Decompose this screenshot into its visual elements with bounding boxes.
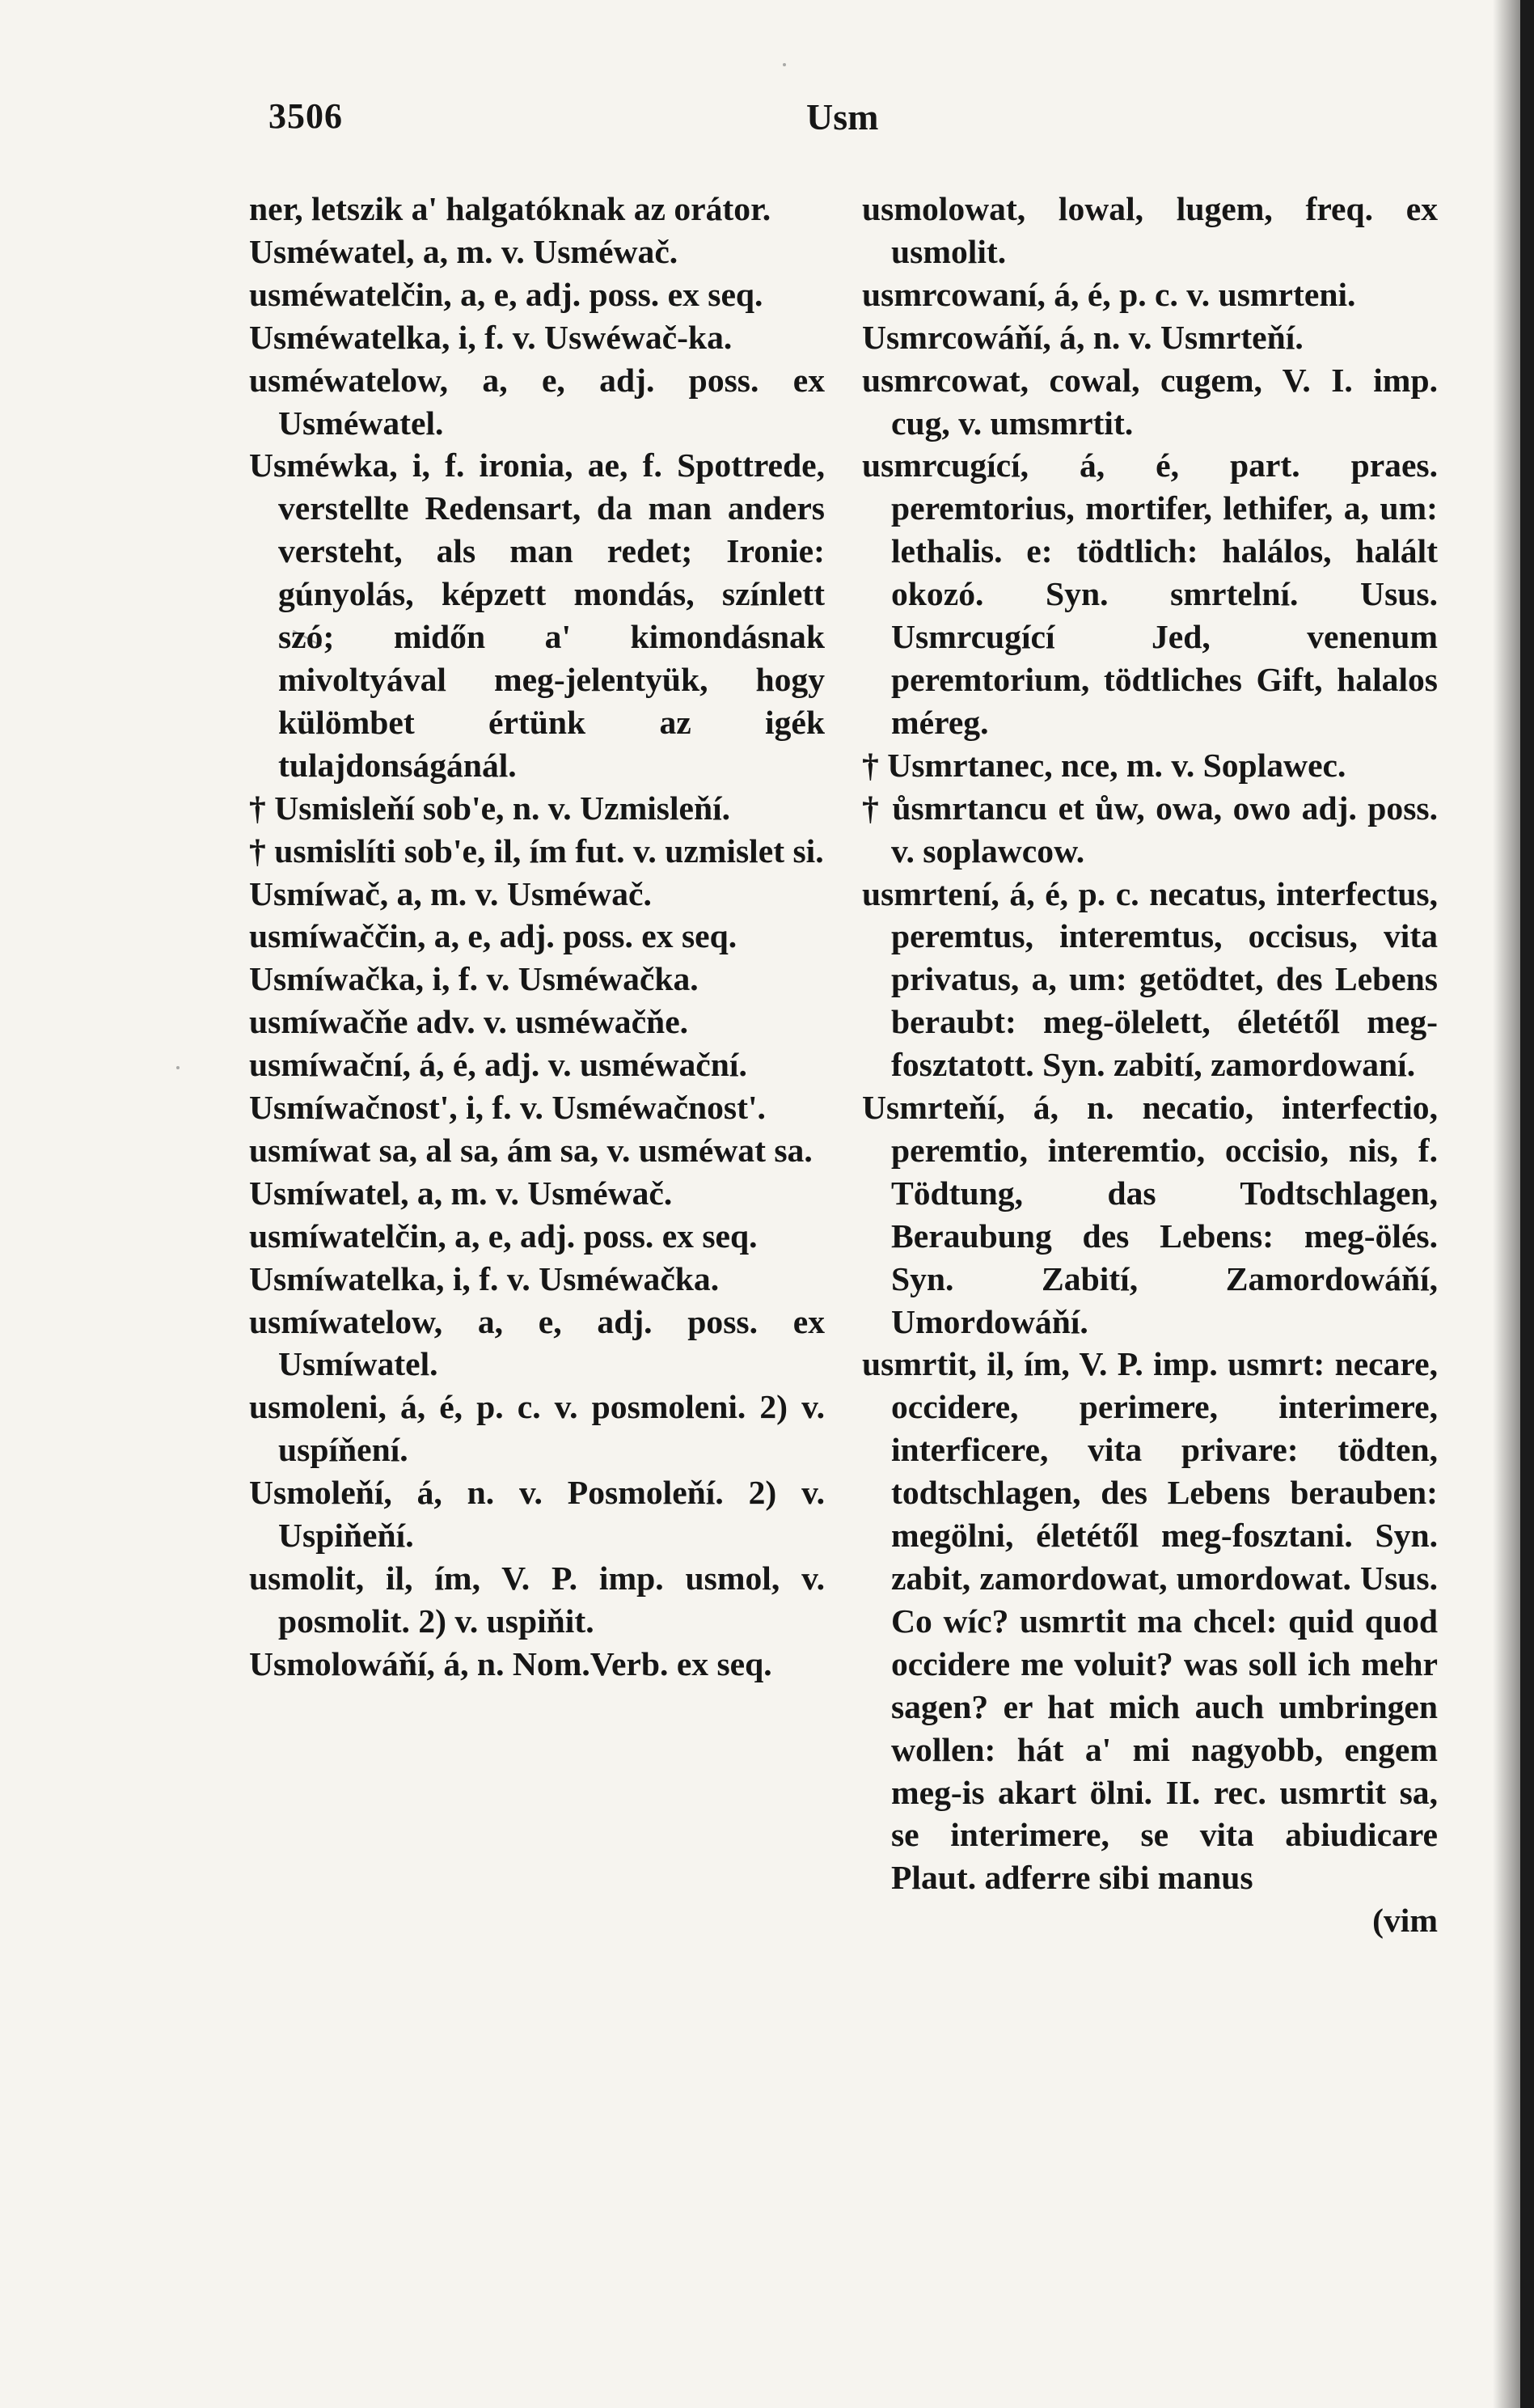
dictionary-entry: Usmolowáňí, á, n. Nom.Verb. ex seq. bbox=[249, 1644, 772, 1682]
dictionary-entry: † ůsmrtancu et ůw, owa, owo adj. poss. v. soplawcow. bbox=[862, 789, 1438, 870]
dictionary-entry: usmrcowaní, á, é, p. c. v. usmrteni. bbox=[862, 275, 1356, 313]
dictionary-entry: Usmoleňí, á, n. v. Posmoleňí. 2) v. Uspiňeňí. bbox=[249, 1474, 825, 1555]
dictionary-entry: usmíwatelčin, a, e, adj. poss. ex seq. bbox=[249, 1217, 758, 1255]
page-header bbox=[268, 95, 1428, 152]
dictionary-entry: usméwatelow, a, e, adj. poss. ex Usméwatel. bbox=[249, 361, 825, 442]
dictionary-entry: usmrcowat, cowal, cugem, V. I. imp. cug, v. umsmrtit. bbox=[862, 361, 1438, 442]
right-column bbox=[862, 188, 1438, 1942]
dictionary-entry: usmrtení, á, é, p. c. necatus, interfectus, peremtus, interemtus, occisus, vita privatus, a, um: getödtet, des Lebens beraubt: meg-ölelett, életétől meg-fosztatott. Syn. zabití, zamordowaní. bbox=[862, 874, 1438, 1084]
page-number: 3506 bbox=[268, 96, 343, 136]
dictionary-entry: Usmíwačnost', i, f. v. Usméwačnost'. bbox=[249, 1089, 766, 1127]
dictionary-entry: Usméwka, i, f. ironia, ae, f. Spottrede, verstellte Redensart, da man anders versteht, als man redet; Ironie: gúnyolás, képzett mondás, színlett szó; midőn a' kimondásnak mivoltyával meg-jelentyük, hogy külömbet értünk az igék tulajdonságánál. bbox=[249, 446, 825, 784]
dictionary-entry: usmíwat sa, al sa, ám sa, v. usméwat sa. bbox=[249, 1131, 813, 1169]
dictionary-entry: † Usmisleňí sob'e, n. v. Uzmisleňí. bbox=[249, 789, 731, 827]
dictionary-entry: usmoleni, á, é, p. c. v. posmoleni. 2) v. uspíňení. bbox=[249, 1388, 825, 1469]
dictionary-entry: usmrtit, il, ím, V. P. imp. usmrt: necare, occidere, perimere, interimere, interficere, vita privare: tödten, todtschlagen, des Lebens berauben: megölni, életétől meg-fosztani. Syn. zabit, zamordowat, umordowat. Usus. Co wíc? usmrtit ma chcel: quid quod occidere me voluit? was soll ich mehr sagen? er hat mich auch umbringen wollen: hát a' mi nagyobb, engem meg-is akart ölni. II. rec. usmrtit sa, se interimere, se vita abiudicare Plaut. adferre sibi manus bbox=[862, 1345, 1438, 1897]
dictionary-entry: Usmíwačka, i, f. v. Usméwačka. bbox=[249, 960, 699, 998]
dictionary-entry: Usmíwač, a, m. v. Usméwač. bbox=[249, 874, 652, 912]
running-head: Usm bbox=[806, 96, 879, 138]
dictionary-entry: Usmrcowáňí, á, n. v. Usmrteňí. bbox=[862, 318, 1304, 356]
dictionary-entry: Usméwatelka, i, f. v. Uswéwač-ka. bbox=[249, 318, 733, 356]
catchword: (vim bbox=[1372, 1902, 1438, 1940]
dictionary-entry: Usmíwatelka, i, f. v. Usméwačka. bbox=[249, 1259, 720, 1297]
dictionary-entry: Usmrteňí, á, n. necatio, interfectio, peremtio, interemtio, occisio, nis, f. Tödtung, das Todtschlagen, Beraubung des Lebens: meg-ölés. Syn. Zabití, Zamordowáňí, Umordowáňí. bbox=[862, 1089, 1438, 1340]
dictionary-entry: usmíwační, á, é, adj. v. usméwační. bbox=[249, 1046, 747, 1084]
dictionary-entry: Usméwatel, a, m. v. Usméwač. bbox=[249, 232, 678, 270]
dictionary-entry: † usmislíti sob'e, il, ím fut. v. uzmislet si. bbox=[249, 832, 824, 870]
paper-speck bbox=[176, 1066, 180, 1069]
dictionary-entry: ner, letszik a' halgatóknak az orátor. bbox=[249, 190, 771, 227]
dictionary-entry: Usmíwatel, a, m. v. Usméwač. bbox=[249, 1174, 673, 1212]
dictionary-entry: usmíwačňe adv. v. usméwačňe. bbox=[249, 1003, 689, 1041]
dictionary-entry: usmolit, il, ím, V. P. imp. usmol, v. posmolit. 2) v. uspiňit. bbox=[249, 1559, 825, 1640]
dictionary-entry: usmrcugící, á, é, part. praes. peremtorius, mortifer, lethifer, a, um: lethalis. e: tödtlich: halálos, halált okozó. Syn. smrtelní. Usus. Usmrcugící Jed, venenum peremtorium, tödtliches Gift, halalos méreg. bbox=[862, 446, 1438, 741]
dictionary-entry: usméwatelčin, a, e, adj. poss. ex seq. bbox=[249, 275, 763, 313]
left-column bbox=[249, 188, 825, 1686]
dictionary-entry: usmíwatelow, a, e, adj. poss. ex Usmíwatel. bbox=[249, 1302, 825, 1383]
dictionary-entry: † Usmrtanec, nce, m. v. Soplawec. bbox=[862, 746, 1346, 784]
dictionary-entry: usmíwaččin, a, e, adj. poss. ex seq. bbox=[249, 917, 737, 955]
paper-speck bbox=[783, 63, 786, 66]
dictionary-entry: usmolowat, lowal, lugem, freq. ex usmolit. bbox=[862, 190, 1438, 270]
